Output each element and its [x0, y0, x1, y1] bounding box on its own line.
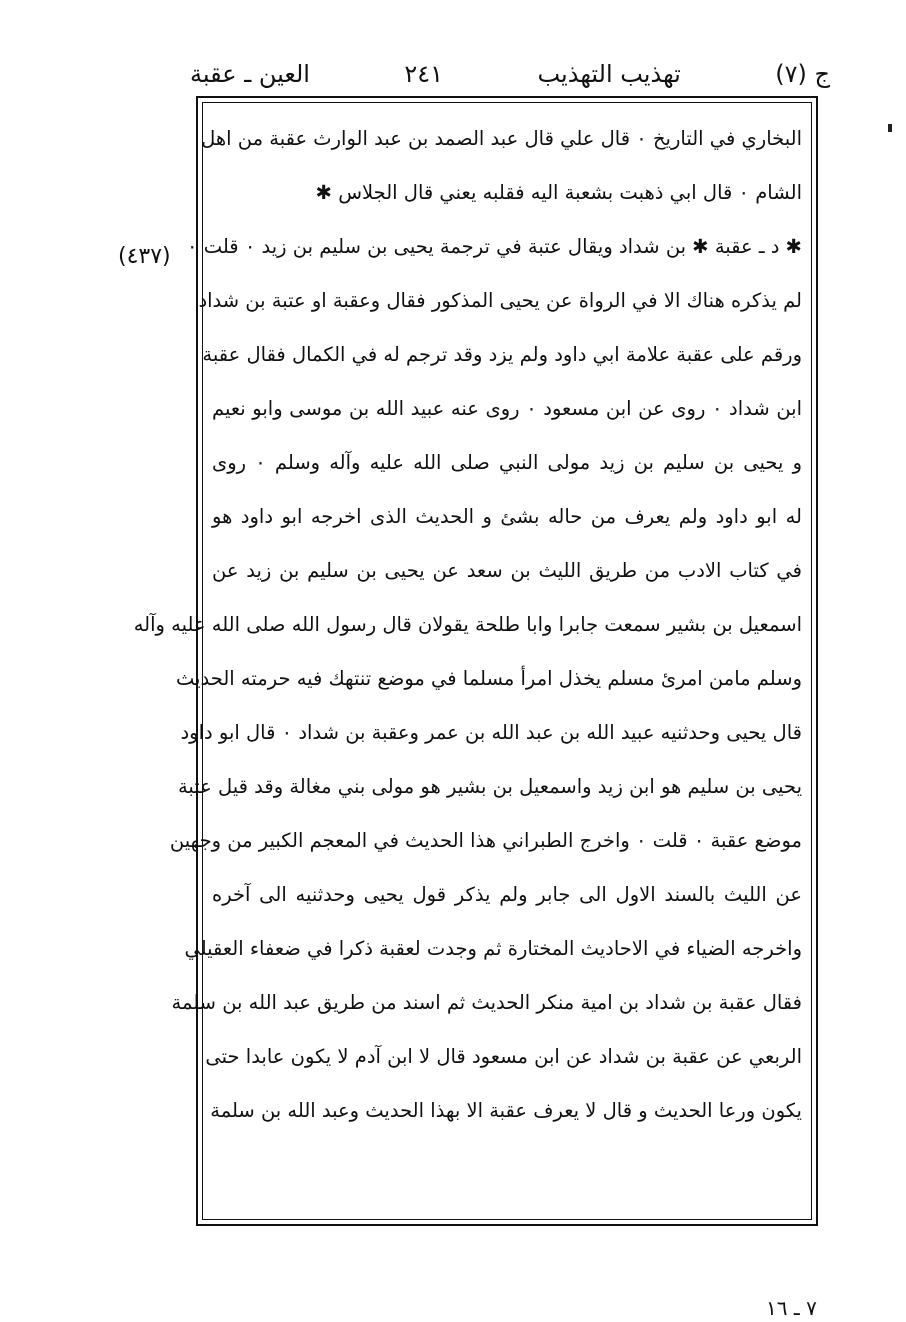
text-line: واخرجه الضياء في الاحاديث المختارة ثم وجدت لعقبة ذكرا في ضعفاء العقيلي [184, 937, 802, 960]
text-line: يحيى بن سليم هو ابن زيد واسمعيل بن بشير هو مولى بني مغالة وقد قيل عتبة [177, 775, 802, 798]
text-line: يكون ورعا الحديث و قال لا يعرف عقبة الا بهذا الحديث وعبد الله بن سلمة [210, 1099, 802, 1122]
text-line: عن الليث بالسند الاول الى جابر ولم يذكر قول يحيى وحدثنيه الى آخره [212, 883, 802, 906]
text-line: اسمعيل بن بشير سمعت جابرا وابا طلحة يقولان قال رسول الله صلى الله عليه وآله [133, 613, 802, 636]
text-line: فقال عقبة بن شداد بن امية منكر الحديث ثم اسند من طريق عبد الله بن سلمة [171, 991, 802, 1014]
ink-speck [888, 124, 892, 132]
text-line: الشام ٠ قال ابي ذهبت بشعبة اليه فقلبه يعني قال الجلاس ✱ [315, 181, 802, 204]
text-line: ✱ د ـ عقبة ✱ بن شداد ويقال عتبة في ترجمة يحيى بن سليم بن زيد ٠ قلت ٠ [187, 235, 802, 258]
header-volume: ج (٧) [775, 60, 830, 88]
text-line: ابن شداد ٠ روى عن ابن مسعود ٠ روى عنه عبيد الله بن موسى وابو نعيم [212, 397, 803, 420]
text-line: في كتاب الادب من طريق الليث بن سعد عن يحيى بن سليم بن زيد عن [212, 559, 802, 582]
entry-number: (٤٣٧) [118, 244, 171, 269]
header-section: العين ـ عقبة [190, 60, 310, 88]
header-page-number: ٢٤١ [404, 60, 444, 88]
running-header [190, 52, 830, 96]
text-line: له ابو داود ولم يعرف من حاله بشئ و الحديث الذى اخرجه ابو داود هو [212, 505, 802, 528]
text-line: الربعي عن عقبة بن شداد عن ابن مسعود قال لا ابن آدم لا يكون عابدا حتى [205, 1045, 802, 1068]
text-line: ورقم على عقبة علامة ابي داود ولم يزد وقد ترجم له في الكمال فقال عقبة [202, 343, 802, 366]
text-line: لم يذكره هناك الا في الرواة عن يحيى المذكور فقال وعقبة او عتبة بن شداد [198, 289, 802, 312]
text-line: موضع عقبة ٠ قلت ٠ واخرج الطبراني هذا الحديث في المعجم الكبير من وجهين [169, 829, 802, 852]
page-signature: ٧ ـ ١٦ [766, 1296, 817, 1320]
header-book-title: تهذيب التهذيب [537, 60, 681, 88]
text-line: البخاري في التاريخ ٠ قال علي قال عبد الصمد بن عبد الوارث عقبة من اهل [201, 127, 802, 150]
text-line: و يحيى بن سليم بن زيد مولى النبي صلى الله عليه وآله وسلم ٠ روى [212, 451, 802, 474]
text-line: قال يحيى وحدثنيه عبيد الله بن عبد الله بن عمر وعقبة بن شداد ٠ قال ابو داود [180, 721, 802, 744]
text-line: وسلم مامن امرئ مسلم يخذل امرأ مسلما في موضع تنتهك فيه حرمته الحديث [175, 667, 802, 690]
